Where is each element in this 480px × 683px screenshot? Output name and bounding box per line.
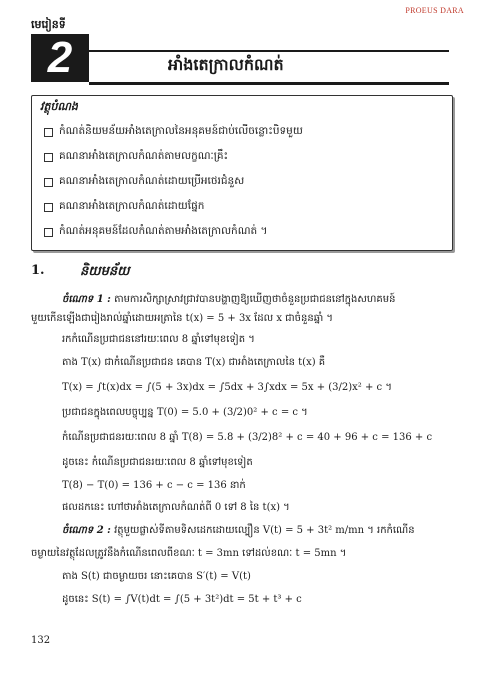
equation: T(8) − T(0) = 136 + c − c = 136 នាក់ xyxy=(62,480,246,491)
section-number: 1. xyxy=(31,263,45,278)
equation: T(x) = ∫t(x)dx = ∫(5 + 3x)dx = ∫5dx + 3∫xdx = 5x + (3/2)x² + c ។ xyxy=(62,382,392,393)
equation: ដូចនេះ S(t) = ∫V(t)dt = ∫(5 + 3t²)dt = 5t + t³ + c xyxy=(62,594,302,605)
checkbox-icon xyxy=(44,203,53,212)
objective-item: គណនាអាំងតេក្រាលកំណត់តាមលក្ខណៈគ្រឹះ xyxy=(44,150,228,165)
checkbox-icon xyxy=(44,178,53,187)
objectives-heading: វត្ថុបំណង xyxy=(40,100,78,113)
text-line: មួយកើនឡើងជារៀងរាល់ឆ្នាំដោយអត្រានៃ t(x) = 5 + 3x ដែល x ជាចំនួនឆ្នាំ ។ xyxy=(31,313,334,324)
page-number: 132 xyxy=(31,635,51,646)
objective-item: គណនាអាំងតេក្រាលកំណត់ដោយប្រើអថេរជំនួស xyxy=(44,175,244,190)
publisher-brand: PROEUS DARA xyxy=(405,6,464,15)
checkbox-icon xyxy=(44,153,53,162)
text-line: ដូចនេះ កំណើនប្រជាជនរយៈពេល 8 ឆ្នាំទៅមុខទៀត xyxy=(62,457,253,468)
section-title: និយមន័យ xyxy=(80,264,130,279)
lesson-tag: មេរៀនទី xyxy=(31,18,66,31)
equation: កំណើនប្រជាជនរយៈពេល 8 ឆ្នាំ T(8) = 5.8 + (3/2)8² + c = 40 + 96 + c = 136 + c xyxy=(62,432,433,443)
lesson-number: 2 xyxy=(31,34,89,82)
text-line: តាង S(t) ជាចម្ងាយចរ នោះគេបាន S′(t) = V(t) xyxy=(62,571,251,582)
objective-item: កំណត់និយមន័យអាំងតេក្រាលនៃអនុគមន៍ជាប់លើចន្លោះបិទមួយ xyxy=(44,125,303,140)
problem-1: ចំណោទ 1 : តាមការសិក្សាស្រាវជ្រាវបានបង្ហាញឱ្យឃើញថាចំនួនប្រជាជននៅក្នុងសហគមន៍ xyxy=(62,294,396,305)
equation: ប្រជាជនក្នុងពេលបច្ចុប្បន្ន T(0) = 5.0 + (3/2)0² + c = c ។ xyxy=(62,407,308,418)
lesson-title: អាំងតេក្រាលកំណត់ xyxy=(168,55,284,74)
text-line: រកកំណើនប្រជាជននៅរយៈពេល 8 ឆ្នាំទៅមុខទៀត ។ xyxy=(62,334,255,345)
checkbox-icon xyxy=(44,228,53,237)
text-line: តាង T(x) ជាកំណើនប្រជាជន គេបាន T(x) ជាអាំងតេក្រាលនៃ t(x) គឺ xyxy=(62,357,326,368)
checkbox-icon xyxy=(44,128,53,137)
objective-item: គណនាអាំងតេក្រាលកំណត់ដោយផ្នែក xyxy=(44,200,204,215)
problem-2: ចំណោទ 2 : វត្ថុមួយផ្លាស់ទីតាមទិសដេកដោយល្បឿន V(t) = 5 + 3t² m/mn ។ រកកំណើន xyxy=(62,525,415,536)
text-line: ផលដកនេះ ហៅថាអាំងតេក្រាលកំណត់ពី 0 ទៅ 8 នៃ t(x) ។ xyxy=(62,502,290,513)
objective-item: កំណត់អនុគមន៍ដែលកំណត់តាមអាំងតេក្រាលកំណត់ ។ xyxy=(44,225,267,240)
text-line: ចម្ងាយនៃវត្ថុដែលត្រូវនឹងកំណើនពេលពីខណៈ t = 3mn ទៅដល់ខណៈ t = 5mn ។ xyxy=(31,548,347,559)
